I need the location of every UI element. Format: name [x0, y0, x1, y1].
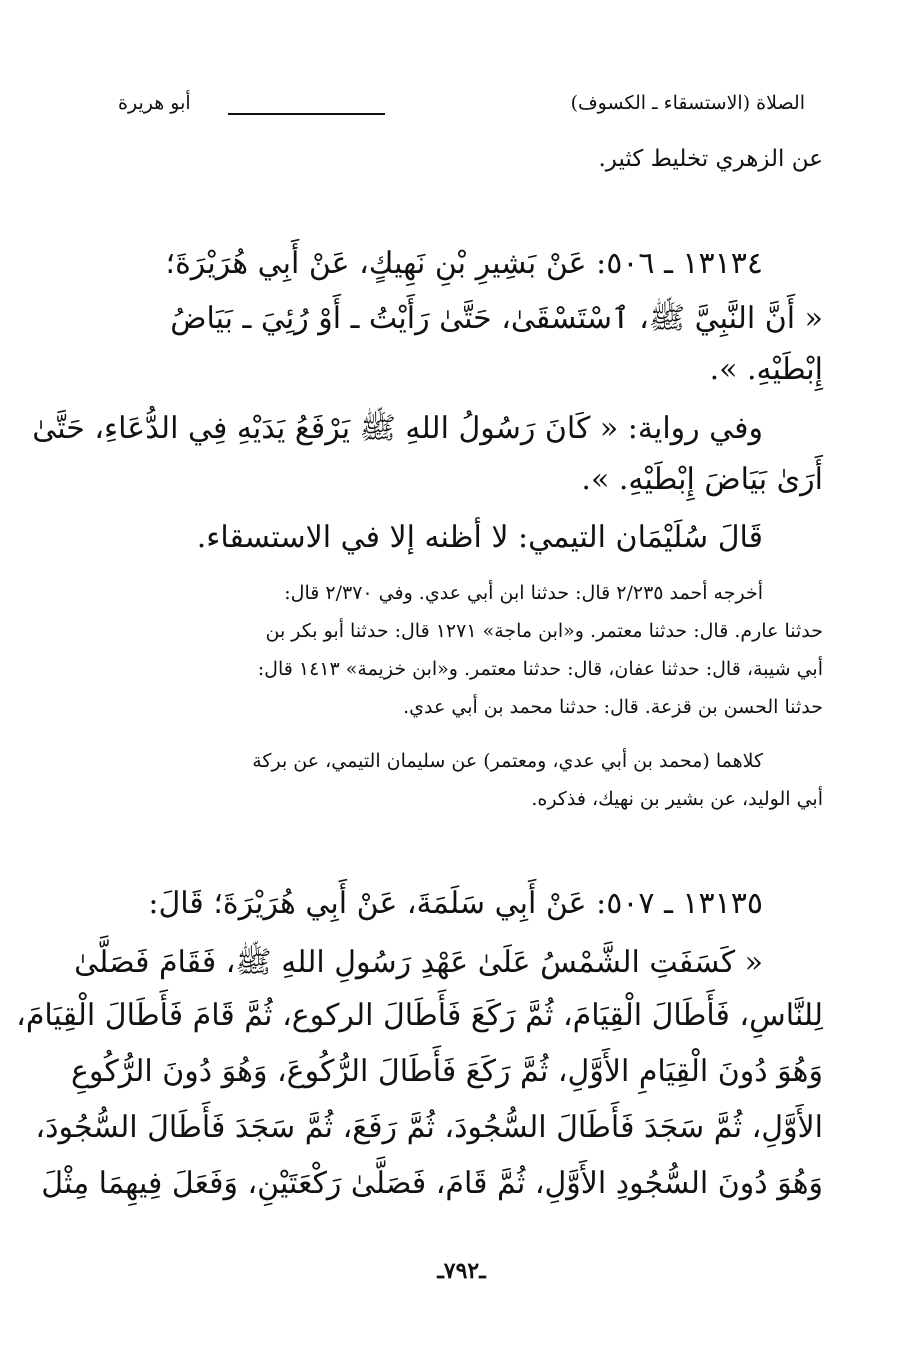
text-line: حدثنا عارم. قال: حدثنا معتمر. و«ابن ماجة» ١٢٧١ قال: حدثنا أبو بكر بن [265, 620, 823, 642]
text-line: حدثنا الحسن بن قزعة. قال: حدثنا محمد بن أبي عدي. [403, 696, 823, 718]
text-line: « كَسَفَتِ الشَّمْسُ عَلَىٰ عَهْدِ رَسُولِ اللهِ ﷺ، فَقَامَ فَصَلَّىٰ [74, 945, 763, 980]
text-line: أخرجه أحمد ٢/٢٣٥ قال: حدثنا ابن أبي عدي. وفي ٢/٣٧٠ قال: [284, 582, 763, 604]
text-line: قَالَ سُلَيْمَان التيمي: لا أظنه إلا في الاستسقاء. [196, 520, 763, 555]
text-line: أبي شيبة، قال: حدثنا عفان، قال: حدثنا معتمر. و«ابن خزيمة» ١٤١٣ قال: [257, 658, 823, 680]
text-line: وَهُوَ دُونَ السُّجُودِ الأَوَّلِ، ثُمَّ قَامَ، فَصَلَّىٰ رَكْعَتَيْنِ، وَفَعَلَ فِيهِمَا مِثْلَ [41, 1166, 823, 1201]
header-narrator-name: أبو هريرة [118, 92, 191, 114]
text-line: ١٣١٣٥ ـ ٥٠٧: عَنْ أَبِي سَلَمَةَ، عَنْ أَبِي هُرَيْرَةَ؛ قَالَ: [148, 886, 763, 921]
text-line: أبي الوليد، عن بشير بن نهيك، فذكره. [531, 788, 823, 810]
text-line: وفي رواية: « كَانَ رَسُولُ اللهِ ﷺ يَرْفَعُ يَدَيْهِ فِي الدُّعَاءِ، حَتَّىٰ [32, 411, 763, 446]
text-line: إِبْطَيْهِ. ». [709, 352, 823, 387]
text-line: أَرَىٰ بَيَاضَ إِبْطَيْهِ. ». [581, 462, 823, 497]
text-line: ١٣١٣٤ ـ ٥٠٦: عَنْ بَشِيرِ بْنِ نَهِيكٍ، عَنْ أَبِي هُرَيْرَةَ؛ [165, 246, 763, 281]
running-header [118, 92, 805, 128]
header-rule [228, 113, 385, 115]
text-line: لِلنَّاسِ، فَأَطَالَ الْقِيَامَ، ثُمَّ رَكَعَ فَأَطَالَ الركوع، ثُمَّ قَامَ فَأَطَالَ الْقِيَامَ، [16, 998, 823, 1033]
text-line: « أَنَّ النَّبِيَّ ﷺ، ٱسْتَسْقَىٰ، حَتَّىٰ رَأَيْتُ ـ أَوْ رُئِيَ ـ بَيَاضُ [170, 301, 823, 336]
text-line: عن الزهري تخليط كثير. [598, 146, 823, 172]
text-line: وَهُوَ دُونَ الْقِيَامِ الأَوَّلِ، ثُمَّ رَكَعَ فَأَطَالَ الرُّكُوعَ، وَهُوَ دُونَ الرُّكُوعِ [70, 1054, 823, 1089]
text-line: الأَوَّلِ، ثُمَّ سَجَدَ فَأَطَالَ السُّجُودَ، ثُمَّ رَفَعَ، ثُمَّ سَجَدَ فَأَطَالَ السُّجُودَ، [35, 1110, 823, 1145]
page-number: ـ٧٩٢ـ [437, 1258, 486, 1284]
text-line: كلاهما (محمد بن أبي عدي، ومعتمر) عن سليمان التيمي، عن بركة [252, 750, 763, 772]
header-chapter-title: الصلاة (الاستسقاء ـ الكسوف) [570, 92, 805, 114]
